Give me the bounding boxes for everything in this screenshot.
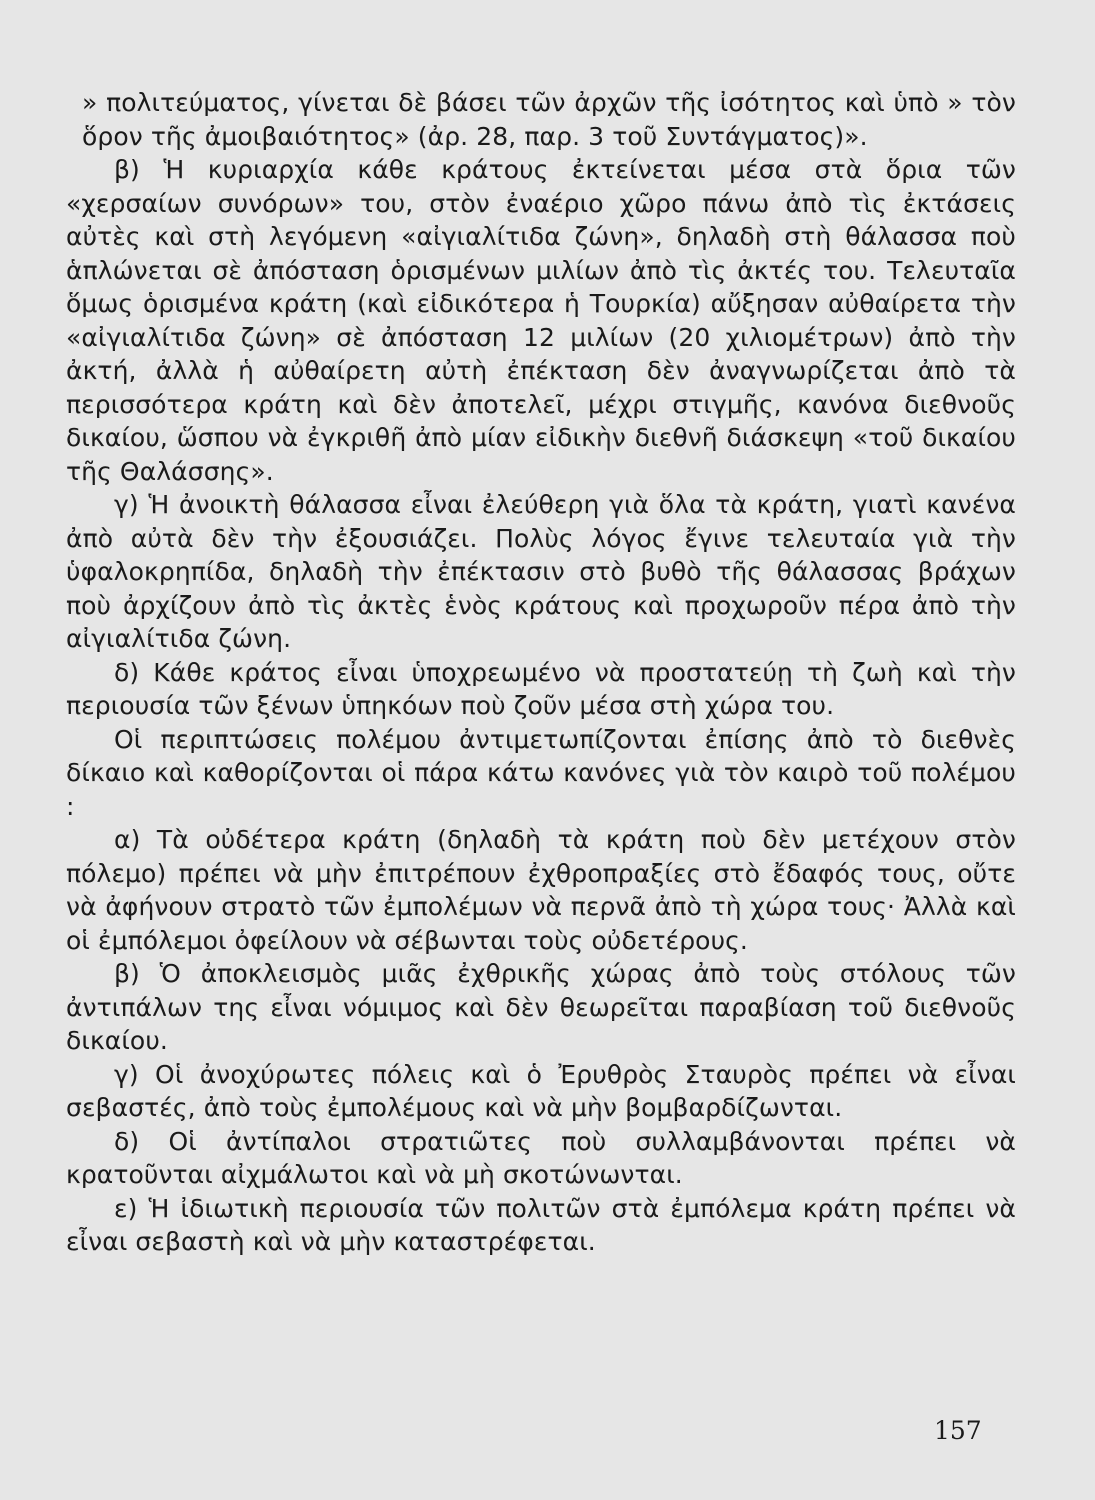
paragraph-blockade: β) Ὁ ἀποκλεισμὸς μιᾶς ἐχθρικῆς χώρας ἀπὸ τοὺς στόλους τῶν ἀντιπάλων της εἶναι νόμιμος καὶ δὲν θεωρεῖται παραβίαση τοῦ διεθνοῦς δικαίου.: [66, 959, 1016, 1055]
paragraph-war-rules-intro: Οἱ περιπτώσεις πολέμου ἀντιμετωπίζονται ἐπίσης ἀπὸ τὸ διεθνὲς δίκαιο καὶ καθορίζονται οἱ πάρα κάτω κανόνες γιὰ τὸν καιρὸ τοῦ πολέμου :: [66, 724, 1016, 821]
body-text: [66, 86, 1016, 1259]
paragraph-open-sea: γ) Ἡ ἀνοικτὴ θάλασσα εἶναι ἐλεύθερη γιὰ ὅλα τὰ κράτη, γιατὶ κανένα ἀπὸ αὐτὰ δὲν τὴν ἐξουσιάζει. Πολὺς λόγος ἔγινε τελευταία γιὰ τὴν ὑφαλοκρηπίδα, δηλαδὴ τὴν ἐπέκτασιν στὸ βυθὸ τῆς θάλασσας βράχων ποὺ ἀρχίζουν ἀπὸ τὶς ἀκτὲς ἑνὸς κράτους καὶ προχωροῦν πέρα ἀπὸ τὴν αἰγιαλίτιδα ζώνη.: [66, 490, 1016, 653]
quoted-paragraph: » πολιτεύματος, γίνεται δὲ βάσει τῶν ἀρχῶν τῆς ἰσότητος καὶ ὑπὸ » τὸν ὅρον τῆς ἀμοιβαιότητος» (ἀρ. 28, παρ. 3 τοῦ Συντάγματος)».: [82, 88, 1016, 151]
paragraph-private-property: ε) Ἡ ἰδιωτικὴ περιουσία τῶν πολιτῶν στὰ ἐμπόλεμα κράτη πρέπει νὰ εἶναι σεβαστὴ καὶ νὰ μὴν καταστρέφεται.: [66, 1193, 1016, 1256]
paragraph-prisoners: δ) Οἱ ἀντίπαλοι στρατιῶτες ποὺ συλλαμβάνονται πρέπει νὰ κρατοῦνται αἰχμάλωτοι καὶ νὰ μὴ σκοτώνωνται.: [66, 1126, 1016, 1189]
paragraph-neutral-states: α) Τὰ οὐδέτερα κράτη (δηλαδὴ τὰ κράτη ποὺ δὲν μετέχουν στὸν πόλεμο) πρέπει νὰ μὴν ἐπιτρέπουν ἐχθροπραξίες στὸ ἔδαφός τους, οὔτε νὰ ἀφήνουν στρατὸ τῶν ἐμπολέμων νὰ περνᾶ ἀπὸ τὴ χώρα τους· Ἀλλὰ καὶ οἱ ἐμπόλεμοι ὀφείλουν νὰ σέβωνται τοὺς οὐδετέρους.: [66, 825, 1016, 955]
paragraph-sovereignty: β) Ἡ κυριαρχία κάθε κράτους ἐκτείνεται μέσα στὰ ὅρια τῶν «χερσαίων συνόρων» του, στὸν ἐναέριο χῶρο πάνω ἀπὸ τὶς ἐκτάσεις αὐτὲς καὶ στὴ λεγόμενη «αἰγιαλίτιδα ζώνη», δηλαδὴ στὴ θάλασσα ποὺ ἁπλώνεται σὲ ἀπόσταση ὁρισμένων μιλίων ἀπὸ τὶς ἀκτές του. Τελευταῖα ὅμως ὁρισμένα κράτη (καὶ εἰδικότερα ἡ Τουρκία) αὔξησαν αὐθαίρετα τὴν «αἰγιαλίτιδα ζώνη» σὲ ἀπόσταση 12 μιλίων (20 χιλιομέτρων) ἀπὸ τὴν ἀκτή, ἀλλὰ ἡ αὐθαίρετη αὐτὴ ἐπέκταση δὲν ἀναγνωρίζεται ἀπὸ τὰ περισσότερα κράτη καὶ δὲν ἀποτελεῖ, μέχρι στιγμῆς, κανόνα διεθνοῦς δικαίου, ὥσπου νὰ ἐγκριθῆ ἀπὸ μίαν εἰδικὴν διεθνῆ διάσκεψη «τοῦ δικαίου τῆς Θαλάσσης».: [66, 155, 1016, 486]
page-number: 157: [934, 1416, 982, 1445]
paragraph-unfortified-cities: γ) Οἱ ἀνοχύρωτες πόλεις καὶ ὁ Ἐρυθρὸς Σταυρὸς πρέπει νὰ εἶναι σεβαστές, ἀπὸ τοὺς ἐμπολέμους καὶ νὰ μὴν βομβαρδίζωνται.: [66, 1059, 1016, 1122]
paragraph-foreigners-protection: δ) Κάθε κράτος εἶναι ὑποχρεωμένο νὰ προστατεύῃ τὴ ζωὴ καὶ τὴν περιουσία τῶν ξένων ὑπηκόων ποὺ ζοῦν μέσα στὴ χώρα του.: [66, 657, 1016, 720]
